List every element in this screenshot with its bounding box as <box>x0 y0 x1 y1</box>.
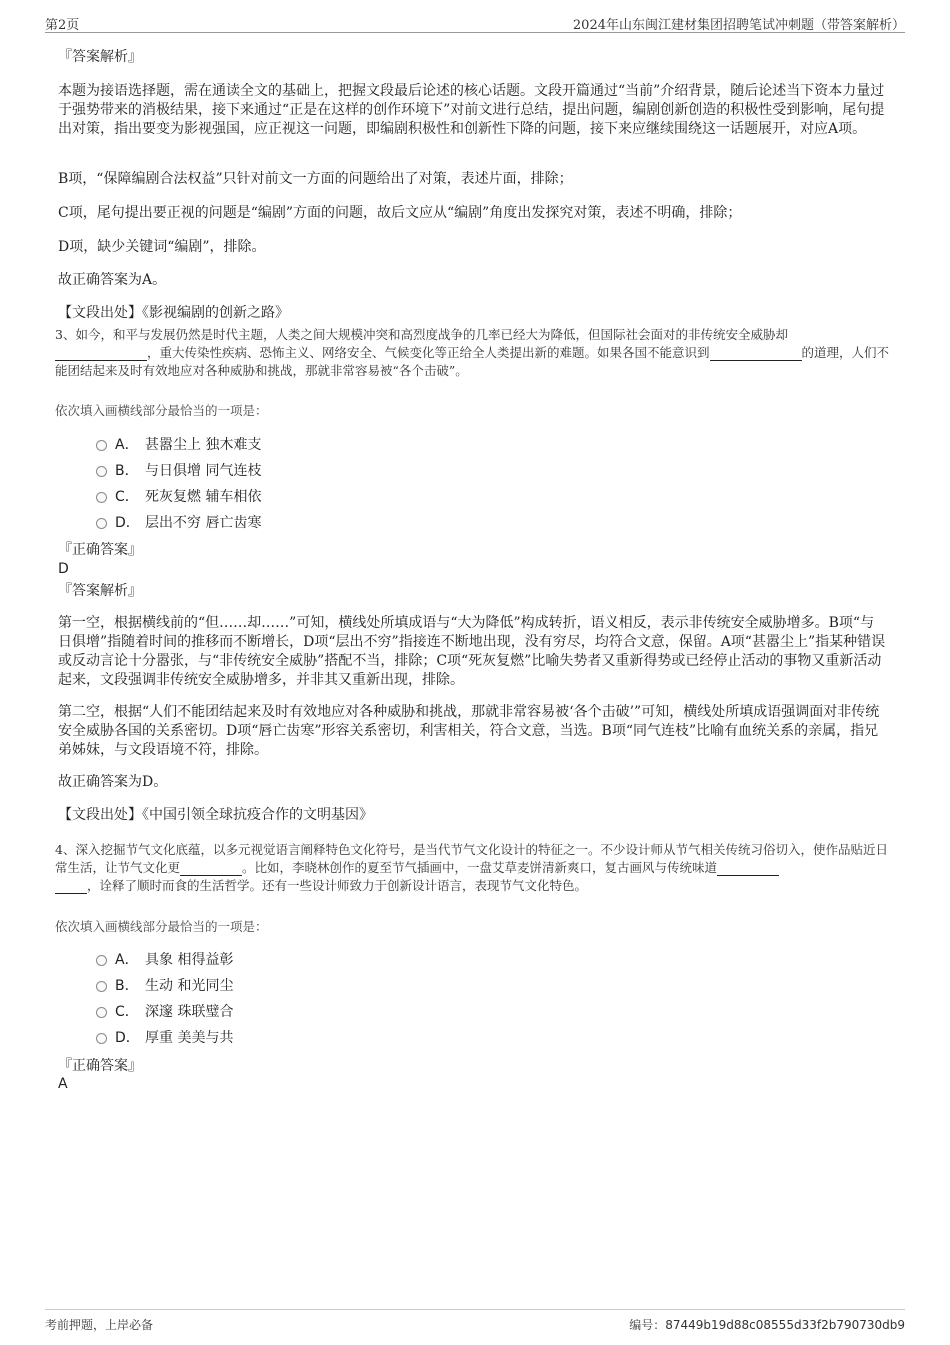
q3-analysis-p2: 第二空，根据“人们不能团结起来及时有效地应对各种威胁和挑战，那就非常容易被‘各个击破’”可知，横线处所填成语强调面对非传统安全威胁各国的关系密切。D项“唇亡齿寒”形容关系密切，利害相关，符合文意，当选。B项“同气连枝”比喻有血统关系的亲属，指兄弟姊妹，与文段语境不符，排除。 <box>58 704 880 758</box>
radio-icon[interactable] <box>96 955 107 966</box>
q4-correct-label: 『正确答案』 <box>58 1058 142 1074</box>
q2-analysis-label: 『答案解析』 <box>58 49 142 65</box>
q2-analysis-p1: 本题为接语选择题，需在通读全文的基础上，把握文段最后论述的核心话题。文段开篇通过“当前”介绍背景，随后论述当下资本力量过于强势带来的消极结果，接下来通过“正是在这样的创作环境下”对前文进行总结，提出问题，编剧创新创造的积极性受到影响，尾句提出对策，指出要变为影视强国，应正视这一问题，即编剧积极性和创新性下降的问题，接下来应继续围绕这一话题展开，对应A项。 <box>58 83 885 137</box>
q2-analysis-p3: C项，尾句提出要正视的问题是“编剧”方面的问题，故后文应从“编剧”角度出发探究对策，表述不明确，排除； <box>58 205 742 221</box>
q3-analysis-p3: 故正确答案为D。 <box>58 774 168 790</box>
q3-source: 【文段出处】《中国引领全球抗疫合作的文明基因》 <box>58 807 373 823</box>
radio-icon[interactable] <box>96 1033 107 1044</box>
q3-option-c[interactable]: C． 死灰复燃 辅车相依 <box>96 488 261 506</box>
q3-correct-value: D <box>58 561 69 577</box>
footer-slogan: 考前押题，上岸必备 <box>45 1318 154 1332</box>
document-code: 编号：87449b19d88c08555d33f2b790730db9 <box>629 1318 905 1332</box>
radio-icon[interactable] <box>96 981 107 992</box>
q4-option-b[interactable]: B． 生动 和光同尘 <box>96 977 233 995</box>
q3-option-a[interactable]: A． 甚嚣尘上 独木难支 <box>96 436 261 454</box>
q3-analysis-label: 『答案解析』 <box>58 583 142 599</box>
q3-stem: 3、如今，和平与发展仍然是时代主题，人类之间大规模冲突和高烈度战争的几率已经大为降低，但国际社会面对的非传统安全威胁却 ，重大传染性疾病、恐怖主义、网络安全、气候变化等正给全人类提出新的难题。如果各国不能意识到 的道理，人们不能团结起来及时有效地应对各种威胁和挑战，那就非常容易被“各个击破”。 <box>55 327 890 378</box>
page-number: 第2页 <box>45 18 80 33</box>
q3-analysis-p1: 第一空，根据横线前的“但……却……”可知，横线处所填成语与“大为降低”构成转折，语义相反，表示非传统安全威胁增多。B项“与日俱增”指随着时间的推移而不断增长，D项“层出不穷”指接连不断地出现，没有穷尽，均符合文意，保留。A项“甚嚣尘上”指某种错误或反动言论十分嚣张，与“非传统安全威胁”搭配不当，排除；C项“死灰复燃”比喻失势者又重新得势或已经停止活动的事物又重新活动起来，文段强调非传统安全威胁增多，并非其又重新出现，排除。 <box>58 615 886 688</box>
q2-analysis-p4: D项，缺少关键词“编剧”，排除。 <box>58 239 266 255</box>
q4-blank-2 <box>717 861 779 876</box>
q2-analysis-p2: B项，“保障编剧合法权益”只针对前文一方面的问题给出了对策，表述片面，排除； <box>58 171 573 187</box>
q3-option-d[interactable]: D． 层出不穷 唇亡齿寒 <box>96 514 261 532</box>
q4-option-d[interactable]: D． 厚重 美美与共 <box>96 1029 233 1047</box>
radio-icon[interactable] <box>96 466 107 477</box>
q4-prompt: 依次填入画横线部分最恰当的一项是： <box>55 919 268 934</box>
document-title: 2024年山东闽江建材集团招聘笔试冲刺题（带答案解析） <box>572 18 905 33</box>
radio-icon[interactable] <box>96 518 107 529</box>
page-header <box>45 12 905 33</box>
q3-blank-1 <box>55 346 147 361</box>
q4-stem: 4、深入挖掘节气文化底蕴，以多元视觉语言阐释特色文化符号，是当代节气文化设计的特征之一。不少设计师从节气相关传统习俗切入，使作品贴近日常生活，让节气文化更 。比如，李晓林创作的夏至节气插画中，一盘艾草麦饼清新爽口，复古画风与传统味道 ，诠释了顺时而食的生活哲学。还有一些设计师致力于创新设计语言，表现节气文化特色。 <box>55 842 888 893</box>
q4-blank-1 <box>180 861 242 876</box>
page-footer <box>45 1309 905 1338</box>
q3-prompt: 依次填入画横线部分最恰当的一项是： <box>55 403 268 418</box>
radio-icon[interactable] <box>96 492 107 503</box>
q4-option-a[interactable]: A． 具象 相得益彰 <box>96 951 233 969</box>
radio-icon[interactable] <box>96 440 107 451</box>
q3-correct-label: 『正确答案』 <box>58 542 142 558</box>
q2-analysis-p5: 故正确答案为A。 <box>58 272 167 288</box>
q3-blank-2 <box>710 346 802 361</box>
q4-correct-value: A <box>58 1076 68 1092</box>
q2-source: 【文段出处】《影视编剧的创新之路》 <box>58 305 289 321</box>
q4-blank-2-cont <box>55 879 87 894</box>
radio-icon[interactable] <box>96 1007 107 1018</box>
q3-option-b[interactable]: B． 与日俱增 同气连枝 <box>96 462 261 480</box>
q4-option-c[interactable]: C． 深邃 珠联璧合 <box>96 1003 233 1021</box>
